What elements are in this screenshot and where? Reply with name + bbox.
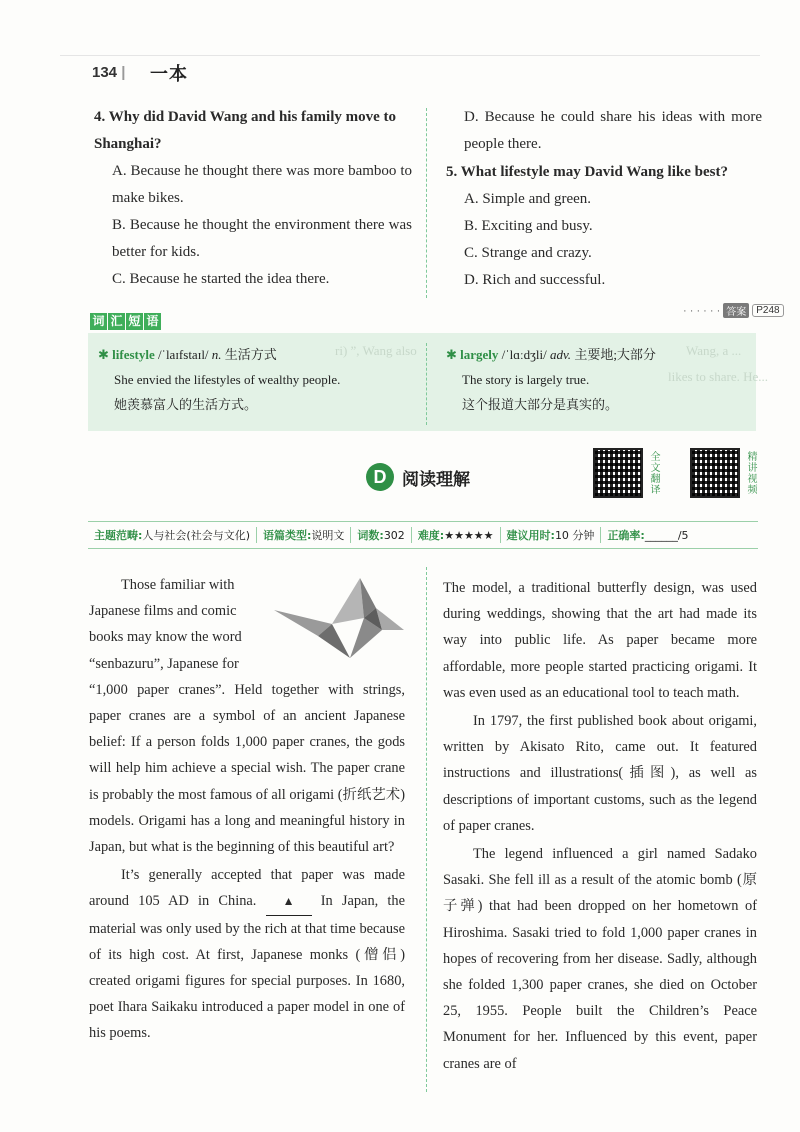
question-5-option-c[interactable]: C. Strange and crazy. [464, 245, 592, 261]
question-5-option-a[interactable]: A. Simple and green. [464, 191, 592, 207]
answer-tag: 答案 [723, 303, 749, 318]
question-5-column [446, 104, 762, 294]
vocab-phonetic: /ˈlɑːdʒli/ [498, 347, 550, 362]
passage-line: Those familiar with [121, 577, 235, 593]
info-accuracy: 正确率:______/5 [607, 529, 689, 542]
passage-right [443, 575, 757, 1077]
vocab-title-char: 词 [90, 313, 107, 330]
brand-logo: 一本 [150, 64, 188, 85]
info-topic: 主题范畴:人与社会(社会与文化) [88, 527, 257, 543]
vocab-example-zh: 她羡慕富人的生活方式。 [114, 397, 258, 412]
vocab-word: lifestyle [112, 347, 155, 362]
qr-translation[interactable] [593, 448, 661, 498]
passage-info-bar [88, 521, 758, 549]
vocab-example-en: She envied the lifestyles of wealthy people. [114, 372, 341, 387]
passage-line: “senbazuru”, Japanese for [89, 655, 239, 672]
qr-label-video: 精讲视频 [745, 451, 756, 495]
vocab-example-zh: 这个报道大部分是真实的。 [462, 397, 619, 412]
vocab-pos: adv. [550, 347, 572, 362]
question-4-option-c[interactable]: C. Because he started the idea there. [112, 271, 330, 287]
qr-label-translation: 全文翻译 [648, 451, 659, 495]
answer-dots: · · · · · · [683, 304, 721, 317]
qr-code-icon [690, 448, 740, 498]
vocab-title [90, 313, 161, 330]
passage-line: Japanese films and comic [89, 603, 237, 620]
answer-reference[interactable] [683, 303, 784, 318]
top-rule [60, 55, 760, 56]
section-heading [366, 463, 470, 491]
passage-line: books may know the word [89, 629, 242, 646]
vocab-title-char: 语 [144, 313, 161, 330]
vocab-pos: n. [211, 347, 222, 362]
answer-page: P248 [752, 304, 783, 317]
info-wordcount: 词数:302 [351, 527, 411, 543]
question-4-option-d[interactable]: D. Because he could share his ideas with more people there. [464, 109, 762, 152]
passage-paragraph-5: The legend influenced a girl named Sadako Sasaki. She fell ill as a result of the atomic bomb (原子弹) that had been dropped on her hometown of Hiroshima. Sasaki tried to fold 1,000 paper cranes in hopes of recovering from her disease. Sadly, although she folded 1,300 paper cranes, she died on October 25, 1955. People built the Children’s Peace Monument for her. Influenced by this event, paper cranes are of [443, 846, 757, 1072]
question-4-option-b[interactable]: B. Because he thought the environment there was better for kids. [112, 217, 412, 260]
question-4-stem: 4. Why did David Wang and his family move to Shanghai? [94, 109, 397, 152]
section-title: 阅读理解 [402, 469, 470, 490]
question-5-option-d[interactable]: D. Rich and successful. [464, 272, 606, 288]
vocab-title-char: 汇 [108, 313, 125, 330]
passage-divider [426, 567, 427, 1092]
page-number: 134 | [92, 64, 126, 81]
vocab-example-en: The story is largely true. [462, 372, 590, 387]
vocab-meaning: 生活方式 [221, 347, 277, 362]
section-letter-badge: D [366, 463, 394, 491]
info-difficulty: 难度:★★★★★ [412, 527, 501, 543]
star-icon: ✱ [446, 347, 461, 362]
qr-code-icon [593, 448, 643, 498]
vocab-phonetic: /ˈlaɪfstaɪl/ [154, 347, 212, 362]
info-genre: 语篇类型:说明文 [257, 527, 351, 543]
question-5-option-b[interactable]: B. Exciting and busy. [464, 218, 593, 234]
passage-left [89, 572, 405, 1047]
vocab-word: largely [460, 347, 499, 362]
info-time: 建议用时:10 分钟 [501, 527, 602, 543]
passage-paragraph-4: In 1797, the first published book about origami, written by Akisato Rito, came out. It featured instructions and illustrations(插图), as well as descriptions of important customs, such as the legend of paper cranes. [443, 713, 757, 834]
question-5-stem: 5. What lifestyle may David Wang like best? [446, 164, 728, 180]
vocab-meaning: 主要地;大部分 [571, 347, 656, 362]
star-icon: ✱ [98, 347, 113, 362]
answer-blank[interactable]: ▲ [266, 888, 312, 915]
vocab-title-char: 短 [126, 313, 143, 330]
passage-paragraph-3: The model, a traditional butterfly design, was used during weddings, showing that the art had made its way into public life. As paper became more affordable, more people started practicing origami. It was even used as an educational tool to teach math. [443, 580, 757, 701]
passage-paragraph-2: It’s generally accepted that paper was made around 105 AD in China. ▲ In Japan, the material was only used by the rich at that time because of its high cost. At first, Japanese monks (僧侣) created origami figures for special purposes. In 1680, poet Ihara Saikaku introduced a paper model in one of his poems. [89, 867, 405, 1042]
question-4 [94, 104, 412, 293]
vocab-divider [426, 343, 427, 425]
passage-paragraph-1: “1,000 paper cranes”. Held together with strings, paper cranes are a symbol of an ancient Japanese belief: If a person folds 1,000 paper cranes, the gods will help him achieve a special wish. The paper crane is probably the most famous of all origami (折纸艺术) models. Origami has a long and meaningful history in Japan, but what is the beginning of this beautiful art? [89, 681, 405, 856]
column-divider [426, 108, 427, 298]
bleed-text: Wang, a ... [686, 343, 742, 358]
bleed-text: ri) ”, Wang also [335, 343, 417, 358]
question-4-option-a[interactable]: A. Because he thought there was more bamboo to make bikes. [112, 163, 412, 206]
bleed-text: likes to share. He... [668, 369, 769, 384]
qr-video[interactable] [690, 448, 758, 498]
